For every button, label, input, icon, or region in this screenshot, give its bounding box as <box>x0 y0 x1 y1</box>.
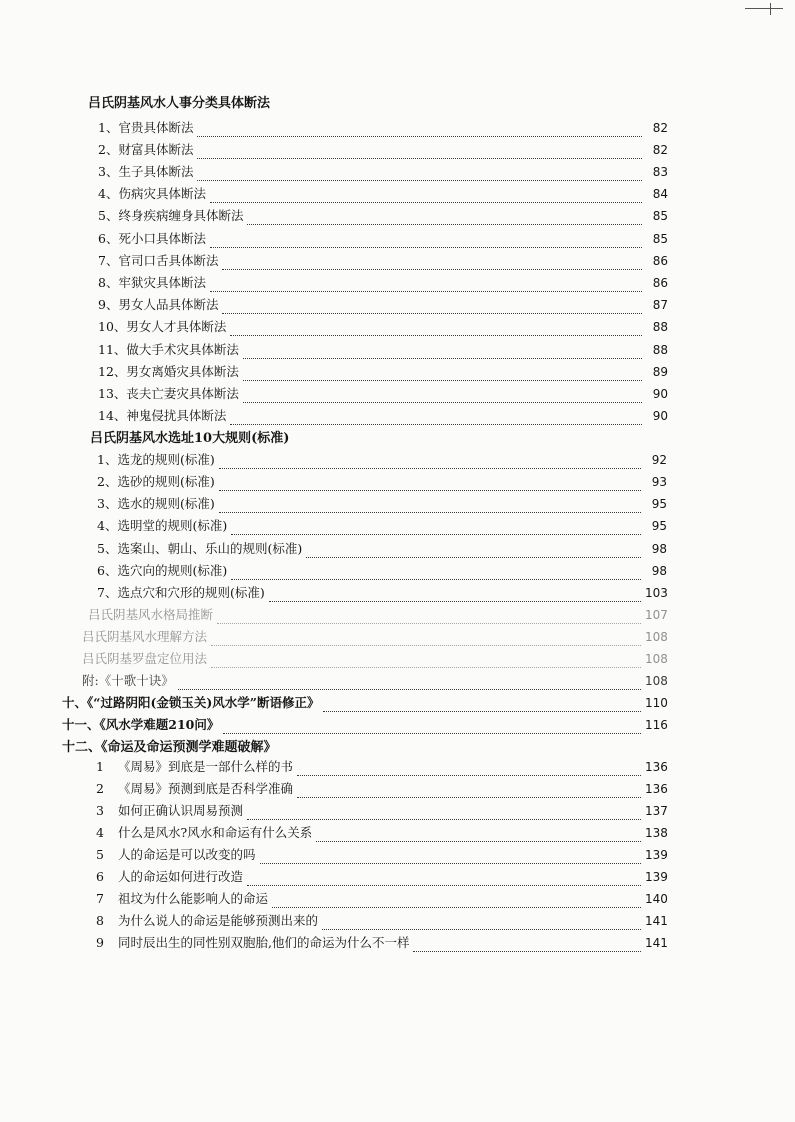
toc-entry[interactable] <box>88 605 667 627</box>
dot-leader <box>219 468 641 469</box>
toc-entry[interactable] <box>98 362 668 384</box>
toc-entry-label: 3、选水的规则(标准) <box>97 496 215 511</box>
page-number: 138 <box>645 826 668 840</box>
toc-entry[interactable] <box>98 317 668 339</box>
toc-entry-label: 祖坟为什么能影响人的命运 <box>118 891 269 906</box>
toc-entry-label: 4、选明堂的规则(标准) <box>97 518 228 533</box>
toc-entry[interactable] <box>96 933 667 955</box>
page-number: 85 <box>652 209 668 223</box>
toc-entry[interactable] <box>98 406 668 428</box>
dot-leader <box>243 402 642 403</box>
toc-entry-label: 1、选龙的规则(标准) <box>97 452 215 467</box>
toc-entry-label: 十一、《风水学难题210问》 <box>62 717 220 732</box>
toc-entry[interactable] <box>96 823 667 845</box>
toc-section-entry[interactable] <box>62 693 667 715</box>
scan-mark <box>770 3 771 15</box>
page-number: 88 <box>652 343 668 357</box>
toc-entry[interactable] <box>98 340 668 362</box>
page-number: 139 <box>645 870 668 884</box>
toc-entry-label: 吕氏阴基罗盘定位用法 <box>82 651 208 666</box>
toc-entry-label: 《周易》预测到底是否科学准确 <box>118 781 294 796</box>
toc-entry-label: 5、选案山、朝山、乐山的规则(标准) <box>97 541 303 556</box>
dot-leader <box>322 929 641 930</box>
toc-entry-number: 7 <box>96 891 104 906</box>
toc-entry-label: 6、选穴向的规则(标准) <box>97 563 228 578</box>
toc-entry[interactable] <box>82 649 667 671</box>
page-number: 108 <box>645 630 668 644</box>
page-number: 141 <box>645 936 668 950</box>
page-number: 92 <box>651 453 667 467</box>
toc-entry-label: 什么是风水?风水和命运有什么关系 <box>118 825 313 840</box>
toc-entry[interactable] <box>97 472 667 494</box>
toc-entry-label: 如何正确认识周易预测 <box>118 803 244 818</box>
toc-entry-label: 附:《十歌十诀》 <box>82 673 174 688</box>
dot-leader <box>219 490 641 491</box>
dot-leader <box>306 557 641 558</box>
page-number: 98 <box>651 542 667 556</box>
dot-leader <box>316 841 641 842</box>
dot-leader <box>413 951 641 952</box>
toc-entry-label: 12、男女离婚灾具体断法 <box>98 364 239 379</box>
toc-entry[interactable] <box>97 561 667 583</box>
toc-entry[interactable] <box>82 671 667 693</box>
page-number: 103 <box>645 586 668 600</box>
toc-entry-label: 5、终身疾病缠身具体断法 <box>98 208 244 223</box>
toc-entry[interactable] <box>98 118 668 140</box>
toc-entry-label: 10、男女人才具体断法 <box>98 319 227 334</box>
page-number: 110 <box>645 696 668 710</box>
dot-leader <box>223 733 641 734</box>
page-number: 86 <box>652 254 668 268</box>
page-number: 88 <box>652 320 668 334</box>
page-number: 85 <box>652 232 668 246</box>
page-number: 116 <box>645 718 668 732</box>
toc-entry[interactable] <box>98 162 668 184</box>
toc-entry[interactable] <box>98 206 668 228</box>
dot-leader <box>243 358 642 359</box>
toc-entry[interactable] <box>97 539 667 561</box>
dot-leader <box>210 247 642 248</box>
dot-leader <box>297 797 641 798</box>
section-heading: 吕氏阴基风水人事分类具体断法 <box>88 96 271 111</box>
dot-leader <box>272 907 641 908</box>
toc-entry[interactable] <box>97 516 667 538</box>
toc-entry-label: 4、伤病灾具体断法 <box>98 186 206 201</box>
dot-leader <box>197 158 642 159</box>
toc-entry-label: 2、财富具体断法 <box>98 142 194 157</box>
page-number: 82 <box>652 121 668 135</box>
toc-entry-label: 人的命运是可以改变的吗 <box>118 847 256 862</box>
section-heading: 十二、《命运及命运预测学难题破解》 <box>62 740 277 755</box>
page-number: 93 <box>651 475 667 489</box>
toc-entry-label: 3、生子具体断法 <box>98 164 194 179</box>
page-number: 136 <box>645 782 668 796</box>
page-number: 83 <box>652 165 668 179</box>
toc-entry-label: 6、死小口具体断法 <box>98 231 206 246</box>
page-number: 108 <box>645 674 668 688</box>
toc-entry[interactable] <box>82 627 667 649</box>
toc-entry-label: 2、选砂的规则(标准) <box>97 474 215 489</box>
page-number: 90 <box>652 409 668 423</box>
toc-entry[interactable] <box>96 801 667 823</box>
dot-leader <box>230 335 642 336</box>
dot-leader <box>247 819 641 820</box>
page-number: 140 <box>645 892 668 906</box>
page-number: 136 <box>645 760 668 774</box>
dot-leader <box>230 424 642 425</box>
toc-entry-label: 为什么说人的命运是能够预测出来的 <box>118 913 319 928</box>
dot-leader <box>219 512 641 513</box>
toc-entry-number: 4 <box>96 825 104 840</box>
toc-entry-number: 8 <box>96 913 104 928</box>
toc-entry-label: 吕氏阴基风水理解方法 <box>82 629 208 644</box>
toc-entry[interactable] <box>96 889 667 911</box>
dot-leader <box>243 380 642 381</box>
page-number: 108 <box>645 652 668 666</box>
toc-entry[interactable] <box>97 494 667 516</box>
dot-leader <box>260 863 641 864</box>
dot-leader <box>211 645 641 646</box>
toc-entry[interactable] <box>96 911 667 933</box>
toc-entry-label: 11、做大手术灾具体断法 <box>98 342 239 357</box>
toc-entry-number: 1 <box>96 759 104 774</box>
dot-leader <box>231 534 641 535</box>
toc-entry[interactable] <box>98 273 668 295</box>
toc-entry-label: 8、牢狱灾具体断法 <box>98 275 206 290</box>
toc-entry[interactable] <box>98 140 668 162</box>
toc-entry[interactable] <box>98 384 668 406</box>
toc-entry[interactable] <box>98 229 668 251</box>
dot-leader <box>197 180 642 181</box>
dot-leader <box>222 269 642 270</box>
toc-entry-label: 人的命运如何进行改造 <box>118 869 244 884</box>
dot-leader <box>297 775 641 776</box>
page-number: 139 <box>645 848 668 862</box>
scan-mark <box>745 8 783 9</box>
toc-entry-label: 十、《“过路阴阳(金锁玉关)风水学”断语修正》 <box>62 695 320 710</box>
page-number: 84 <box>652 187 668 201</box>
toc-entry[interactable] <box>97 450 667 472</box>
dot-leader <box>247 224 642 225</box>
dot-leader <box>217 623 641 624</box>
page-number: 98 <box>651 564 667 578</box>
toc-entry-number: 3 <box>96 803 104 818</box>
page-number: 89 <box>652 365 668 379</box>
dot-leader <box>210 202 642 203</box>
toc-entry[interactable] <box>97 583 667 605</box>
dot-leader <box>323 711 641 712</box>
toc-entry-label: 《周易》到底是一部什么样的书 <box>118 759 294 774</box>
toc-entry-label: 7、选点穴和穴形的规则(标准) <box>97 585 265 600</box>
page-number: 95 <box>651 519 667 533</box>
toc-section-entry[interactable] <box>62 715 667 737</box>
page-number: 86 <box>652 276 668 290</box>
page-number: 95 <box>651 497 667 511</box>
toc-entry-label: 13、丧夫亡妻灾具体断法 <box>98 386 239 401</box>
toc-entry[interactable] <box>96 867 667 889</box>
toc-entry[interactable] <box>96 757 667 779</box>
dot-leader <box>197 136 642 137</box>
page-number: 137 <box>645 804 668 818</box>
dot-leader <box>211 667 641 668</box>
toc-entry[interactable] <box>96 779 667 801</box>
toc-entry-label: 1、官贵具体断法 <box>98 120 194 135</box>
toc-entry-label: 14、神鬼侵扰具体断法 <box>98 408 227 423</box>
page-number: 90 <box>652 387 668 401</box>
section-heading: 吕氏阴基风水选址10大规则(标准) <box>90 431 290 446</box>
dot-leader <box>178 689 641 690</box>
toc-entry-number: 5 <box>96 847 104 862</box>
toc-entry-number: 2 <box>96 781 104 796</box>
dot-leader <box>222 313 642 314</box>
dot-leader <box>247 885 641 886</box>
toc-entry-label: 7、官司口舌具体断法 <box>98 253 219 268</box>
dot-leader <box>210 291 642 292</box>
toc-entry-label: 同时辰出生的同性别双胞胎,他们的命运为什么不一样 <box>118 935 410 950</box>
dot-leader <box>269 601 641 602</box>
page-number: 141 <box>645 914 668 928</box>
toc-entry-label: 9、男女人品具体断法 <box>98 297 219 312</box>
dot-leader <box>231 579 641 580</box>
toc-entry-number: 9 <box>96 935 104 950</box>
page-number: 87 <box>652 298 668 312</box>
toc-entry[interactable] <box>98 251 668 273</box>
toc-entry-number: 6 <box>96 869 104 884</box>
toc-entry[interactable] <box>96 845 667 867</box>
page-number: 82 <box>652 143 668 157</box>
page-number: 107 <box>645 608 668 622</box>
toc-entry[interactable] <box>98 184 668 206</box>
toc-entry[interactable] <box>98 295 668 317</box>
toc-entry-label: 吕氏阴基风水格局推断 <box>88 607 214 622</box>
